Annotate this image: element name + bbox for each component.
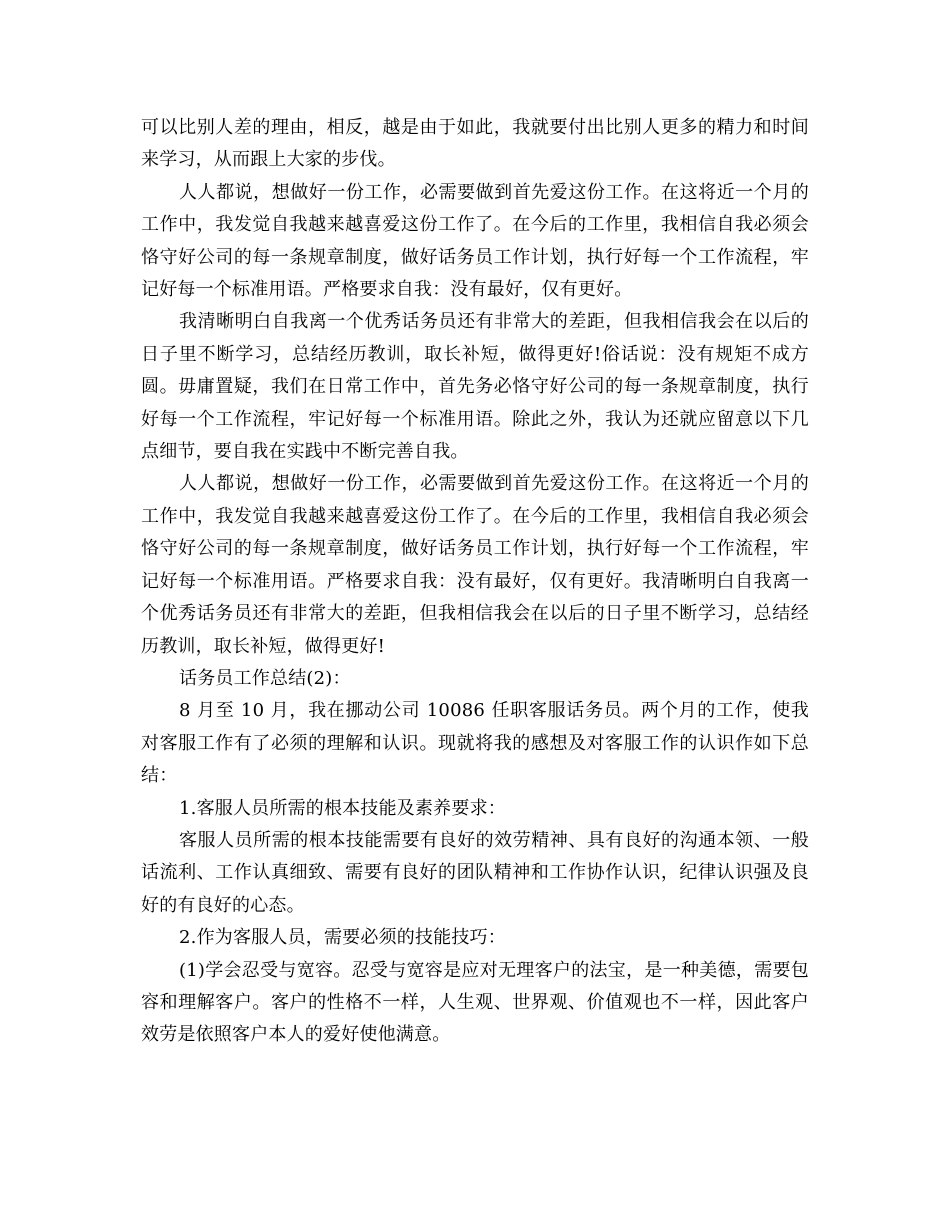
- list-heading: 1.客服人员所需的根本技能及素养要求：: [179, 797, 506, 819]
- paragraph: 人人都说，想做好一份工作，必需要做到首先爱这份工作。在这将近一个月的工作中，我发觉自我越来越喜爱这份工作了。在今后的工作里，我相信自我必须会恪守好公司的每一条规章制度，做好话务员工作计划，执行好每一个工作流程，牢记好每一个标准用语。严格要求自我：没有最好，仅有更好。我清晰明白自我离一个优秀话务员还有非常大的差距，但我相信我会在以后的日子里不断学习，总结经历教训，取长补短，做得更好!: [141, 473, 809, 657]
- section-heading: 话务员工作总结(2)：: [179, 667, 351, 689]
- paragraph: 我清晰明白自我离一个优秀话务员还有非常大的差距，但我相信我会在以后的日子里不断学习，总结经历教训，取长补短，做得更好!俗话说：没有规矩不成方圆。毋庸置疑，我们在日常工作中，首先务必恪守好公司的每一条规章制度，执行好每一个工作流程，牢记好每一个标准用语。除此之外，我认为还就应留意以下几点细节，要自我在实践中不断完善自我。: [141, 311, 809, 463]
- document-page: [141, 112, 809, 1052]
- paragraph: 人人都说，想做好一份工作，必需要做到首先爱这份工作。在这将近一个月的工作中，我发觉自我越来越喜爱这份工作了。在今后的工作里，我相信自我必须会恪守好公司的每一条规章制度，做好话务员工作计划，执行好每一个工作流程，牢记好每一个标准用语。严格要求自我：没有最好，仅有更好。: [141, 181, 809, 301]
- paragraph: 客服人员所需的根本技能需要有良好的效劳精神、具有良好的沟通本领、一般话流利、工作认真细致、需要有良好的团队精神和工作协作认识，纪律认识强及良好的有良好的心态。: [141, 829, 809, 916]
- list-heading: 2.作为客服人员，需要必须的技能技巧：: [179, 927, 506, 949]
- paragraph: (1)学会忍受与宽容。忍受与宽容是应对无理客户的法宝，是一种美德，需要包容和理解客户。客户的性格不一样，人生观、世界观、价值观也不一样，因此客户效劳是依照客户本人的爱好使他满意。: [141, 959, 809, 1046]
- paragraph: 可以比别人差的理由，相反，越是由于如此，我就要付出比别人更多的精力和时间来学习，从而跟上大家的步伐。: [141, 117, 809, 171]
- paragraph: 8 月至 10 月，我在挪动公司 10086 任职客服话务员。两个月的工作，使我对客服工作有了必须的理解和认识。现就将我的感想及对客服工作的认识作如下总结：: [141, 700, 809, 787]
